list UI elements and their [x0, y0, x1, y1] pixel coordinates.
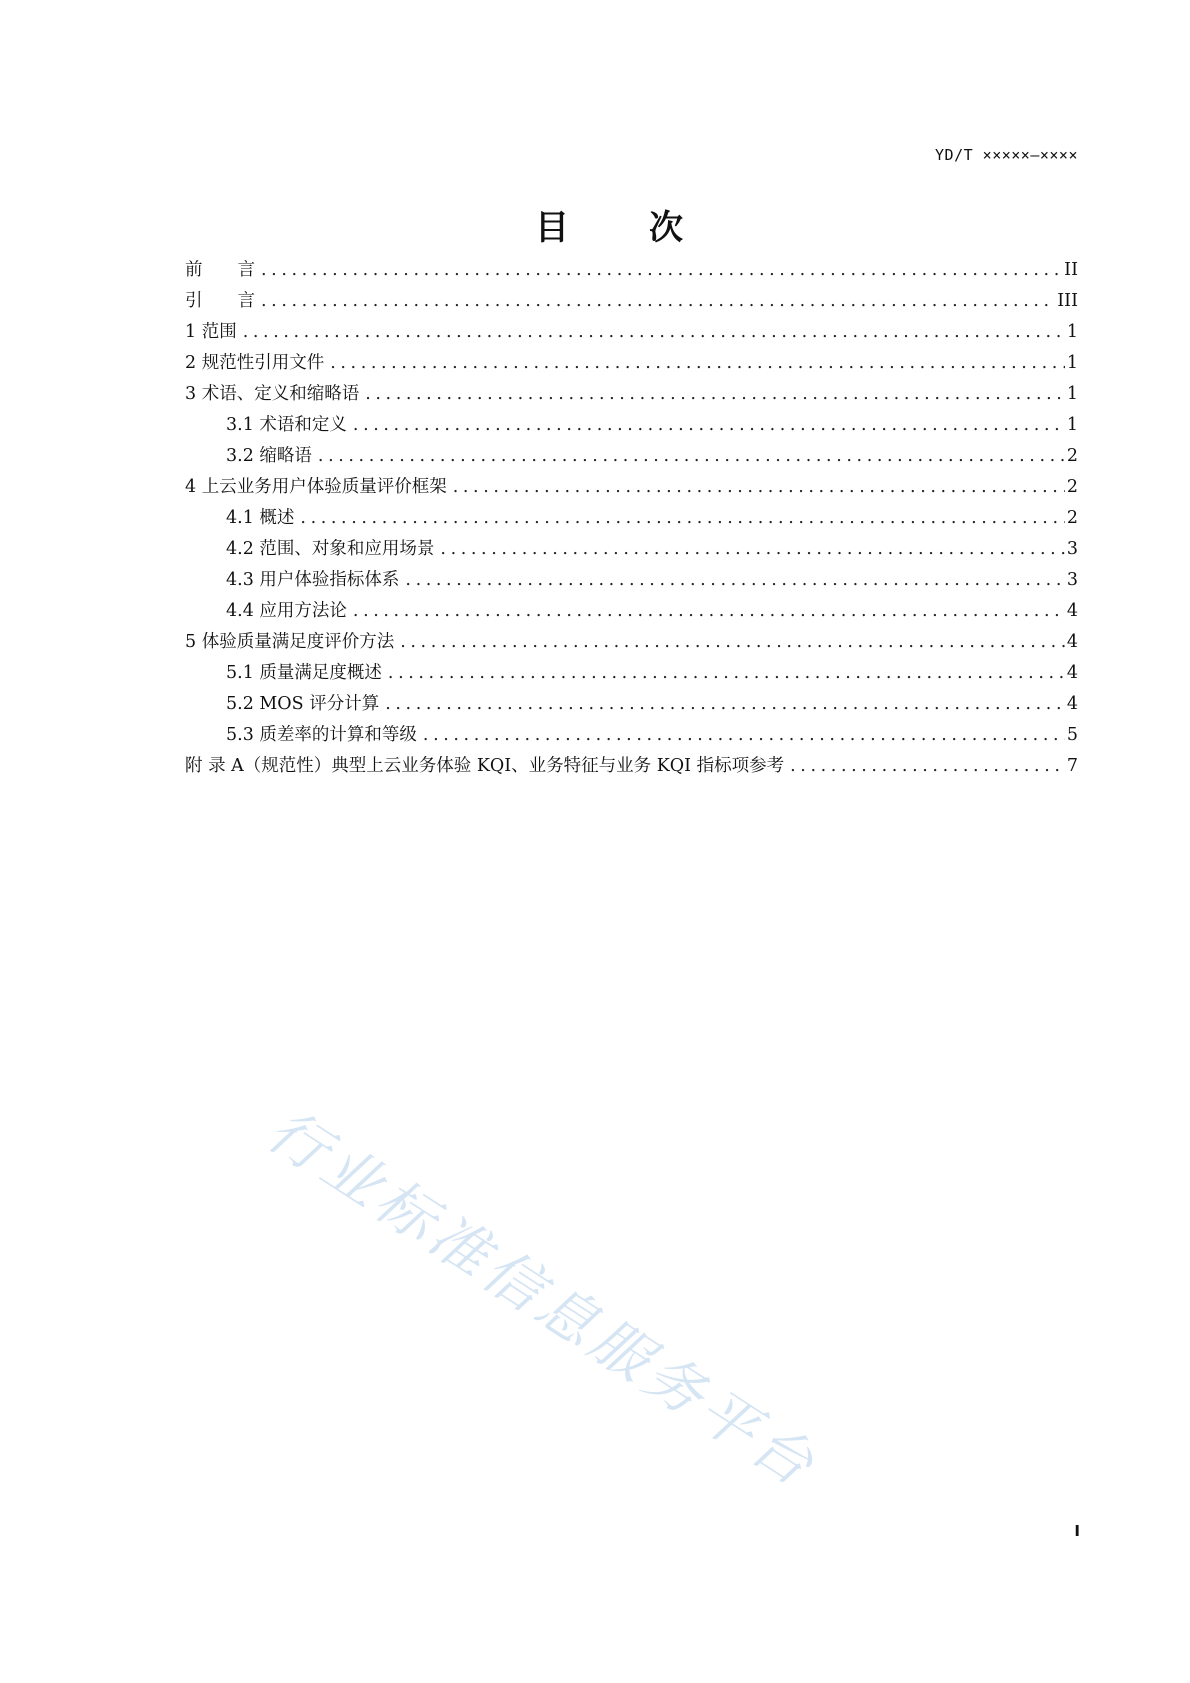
toc-entry-label: 5.2 MOS 评分计算	[226, 694, 380, 714]
toc-entry-3-2[interactable]	[185, 442, 1078, 473]
dot-leader	[790, 756, 1065, 776]
toc-entry-label: 5 体验质量满足度评价方法	[185, 632, 395, 652]
toc-entry-label: 3.1 术语和定义	[226, 415, 347, 435]
toc-entry-2[interactable]	[185, 349, 1078, 380]
dot-leader	[300, 508, 1064, 528]
toc-entry-page: 2	[1066, 446, 1078, 466]
dot-leader	[243, 322, 1065, 342]
dot-leader	[423, 725, 1065, 745]
title-char-1: 目	[535, 208, 569, 248]
toc-entry-4-2[interactable]	[185, 535, 1078, 566]
toc-entry-1[interactable]	[185, 318, 1078, 349]
toc-entry-label: 引 言	[185, 291, 255, 311]
toc-entry-label: 3.2 缩略语	[226, 446, 312, 466]
page-title	[0, 200, 1190, 249]
toc-entry-3[interactable]	[185, 380, 1078, 411]
dot-leader	[330, 353, 1065, 373]
dot-leader	[353, 415, 1065, 435]
toc-entry-5-2[interactable]	[185, 690, 1078, 721]
toc-entry-3-1[interactable]	[185, 411, 1078, 442]
toc-entry-label: 4 上云业务用户体验质量评价框架	[185, 477, 447, 497]
toc-entry-page: II	[1064, 260, 1078, 280]
toc-entry-4-4[interactable]	[185, 597, 1078, 628]
dot-leader	[318, 446, 1065, 466]
toc-entry-label: 5.3 质差率的计算和等级	[226, 725, 417, 745]
toc-entry-page: III	[1057, 291, 1078, 311]
toc-entry-page: 1	[1066, 353, 1078, 373]
page-number: I	[1074, 1522, 1080, 1540]
toc-entry-4[interactable]	[185, 473, 1078, 504]
toc-entry-page: 3	[1066, 539, 1078, 559]
table-of-contents	[185, 256, 1078, 783]
toc-entry-label: 4.1 概述	[226, 508, 295, 528]
dot-leader	[261, 260, 1062, 280]
toc-entry-label: 附 录 A（规范性）典型上云业务体验 KQI、业务特征与业务 KQI 指标项参考	[185, 756, 785, 776]
toc-entry-page: 4	[1066, 694, 1078, 714]
toc-entry-label: 3 术语、定义和缩略语	[185, 384, 360, 404]
watermark: 行业标准信息服务平台	[255, 1095, 830, 1502]
toc-entry-label: 5.1 质量满足度概述	[226, 663, 382, 683]
document-code: YD/T ×××××—××××	[935, 146, 1078, 164]
dot-leader	[453, 477, 1065, 497]
toc-entry-label: 前 言	[185, 260, 255, 280]
toc-entry-introduction[interactable]	[185, 287, 1078, 318]
toc-entry-page: 1	[1066, 384, 1078, 404]
toc-entry-label: 2 规范性引用文件	[185, 353, 325, 373]
toc-entry-label: 4.2 范围、对象和应用场景	[226, 539, 435, 559]
dot-leader	[385, 694, 1065, 714]
toc-entry-appendix-a[interactable]	[185, 752, 1078, 783]
toc-entry-page: 1	[1066, 322, 1078, 342]
dot-leader	[440, 539, 1064, 559]
dot-leader	[365, 384, 1065, 404]
toc-entry-label: 1 范围	[185, 322, 237, 342]
toc-entry-page: 2	[1066, 508, 1078, 528]
title-char-2: 次	[649, 208, 683, 248]
toc-entry-4-3[interactable]	[185, 566, 1078, 597]
toc-entry-page: 2	[1066, 477, 1078, 497]
toc-entry-page: 4	[1066, 601, 1078, 621]
toc-entry-page: 4	[1066, 632, 1078, 652]
toc-entry-foreword[interactable]	[185, 256, 1078, 287]
toc-entry-5-1[interactable]	[185, 659, 1078, 690]
toc-entry-label: 4.3 用户体验指标体系	[226, 570, 400, 590]
dot-leader	[405, 570, 1064, 590]
toc-entry-page: 7	[1066, 756, 1078, 776]
toc-entry-5[interactable]	[185, 628, 1078, 659]
dot-leader	[388, 663, 1065, 683]
toc-entry-page: 3	[1066, 570, 1078, 590]
toc-entry-5-3[interactable]	[185, 721, 1078, 752]
dot-leader	[400, 632, 1065, 652]
toc-entry-page: 4	[1066, 663, 1078, 683]
toc-entry-label: 4.4 应用方法论	[226, 601, 347, 621]
toc-entry-4-1[interactable]	[185, 504, 1078, 535]
toc-entry-page: 5	[1066, 725, 1078, 745]
toc-entry-page: 1	[1066, 415, 1078, 435]
dot-leader	[353, 601, 1065, 621]
dot-leader	[261, 291, 1055, 311]
